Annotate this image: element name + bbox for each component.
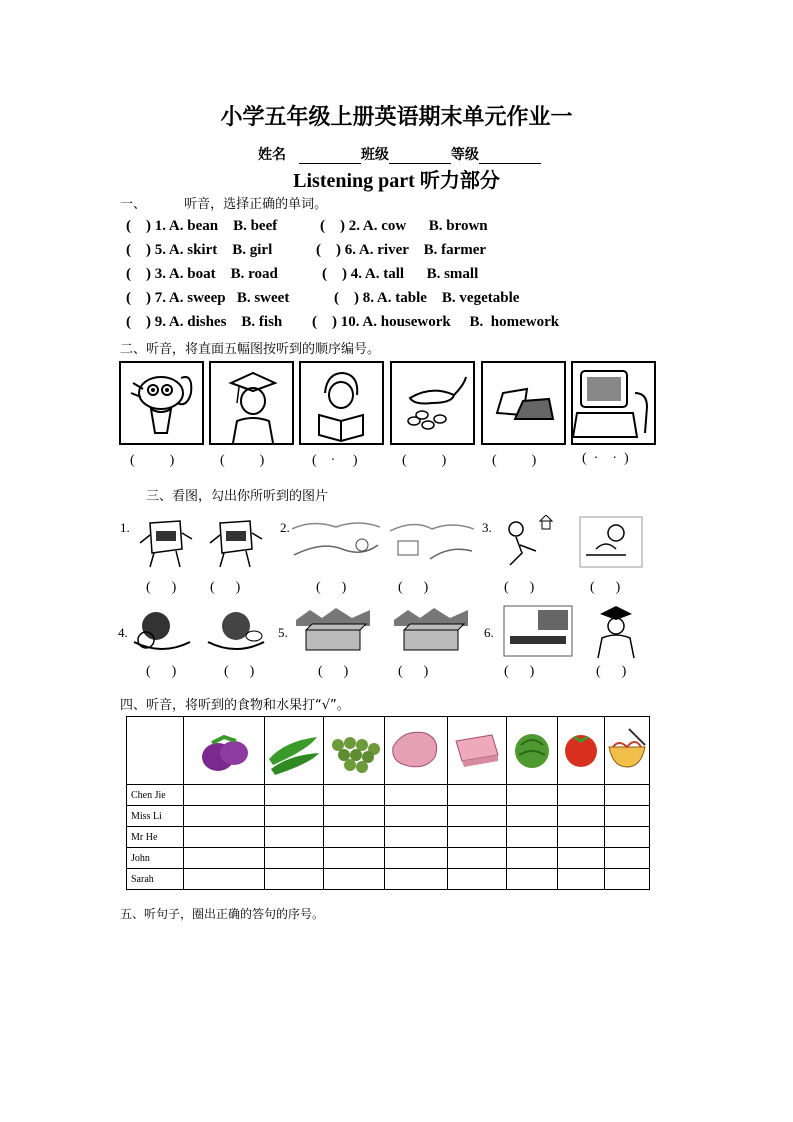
question-2: ( ) 2. A. cow B. brown [320, 218, 488, 234]
check-paren-4b[interactable]: ( ) [224, 664, 255, 679]
food-cell-eggplant [184, 717, 265, 785]
check-cell[interactable] [448, 869, 507, 890]
picture-village-scene [390, 515, 474, 565]
check-cell[interactable] [385, 848, 448, 869]
corner-cell [127, 717, 184, 785]
picture-box-mountain-a [296, 606, 370, 656]
food-cell-tomato [558, 717, 605, 785]
student-name-cell: Sarah [127, 869, 184, 890]
graduate-icon [588, 604, 644, 658]
check-cell[interactable] [385, 785, 448, 806]
answer-paren-b[interactable]: ( ) [220, 453, 265, 468]
picture-sweeping [496, 515, 566, 570]
section4-heading: 四、听音，将听到的食物和水果打“√”。 [120, 698, 350, 713]
check-cell[interactable] [265, 869, 324, 890]
item-num-3: 3. [482, 520, 492, 535]
check-cell[interactable] [184, 806, 265, 827]
noodles-icon [605, 719, 649, 779]
picture-cooking [576, 515, 646, 570]
check-cell[interactable] [184, 827, 265, 848]
check-cell[interactable] [324, 827, 385, 848]
check-paren-2a[interactable]: ( ) [316, 580, 347, 595]
beans-icon [392, 363, 473, 443]
check-cell[interactable] [558, 848, 605, 869]
check-cell[interactable] [385, 827, 448, 848]
check-cell[interactable] [507, 806, 558, 827]
check-cell[interactable] [507, 848, 558, 869]
check-cell[interactable] [558, 827, 605, 848]
answer-paren-c[interactable]: ( · ) [312, 453, 358, 468]
picture-tv-room [571, 361, 656, 445]
box-mountain-icon [394, 606, 468, 656]
bread-icon [483, 363, 564, 443]
check-cell[interactable] [507, 869, 558, 890]
check-paren-1b[interactable]: ( ) [210, 580, 241, 595]
check-cell[interactable] [265, 848, 324, 869]
item-num-6: 6. [484, 625, 494, 640]
picture-sunday [206, 515, 266, 570]
cabbage-icon [507, 719, 557, 779]
picture-box-mountain-b [394, 606, 468, 656]
food-cell-noodles [605, 717, 650, 785]
answer-paren-e[interactable]: ( ) [492, 453, 537, 468]
picture-graduate-student [209, 361, 294, 445]
question-4: ( ) 4. A. tall B. small [322, 266, 479, 282]
student-info [258, 144, 541, 164]
check-cell[interactable] [324, 806, 385, 827]
section1-heading [120, 193, 327, 212]
check-cell[interactable] [558, 806, 605, 827]
item-num-4: 4. [118, 625, 128, 640]
table-row [127, 827, 650, 848]
question-5: ( ) 5. A. skirt B. girl [126, 242, 273, 258]
grade-blank[interactable] [479, 149, 541, 164]
question-9: ( ) 9. A. dishes B. fish [126, 314, 283, 330]
check-cell[interactable] [605, 848, 650, 869]
student-name-cell: John [127, 848, 184, 869]
name-label: 姓名 [258, 147, 286, 163]
check-paren-2b[interactable]: ( ) [398, 580, 429, 595]
food-cell-beef [448, 717, 507, 785]
sweeping-icon [496, 515, 566, 570]
check-cell[interactable] [324, 848, 385, 869]
class-blank[interactable] [389, 149, 451, 164]
section2-heading: 二、听音，将直面五幅图按听到的顺序编号。 [120, 342, 381, 357]
office-desk-icon [502, 604, 574, 658]
boy-reading-icon [301, 363, 382, 443]
food-checklist-table [126, 716, 650, 890]
check-cell[interactable] [448, 827, 507, 848]
check-cell[interactable] [265, 806, 324, 827]
grade-label: 等级 [450, 147, 479, 163]
question-3: ( ) 3. A. boat B. road [126, 266, 278, 282]
food-cell-cabbage [507, 717, 558, 785]
question-6: ( ) 6. A. river B. farmer [316, 242, 487, 258]
food-cell-grapes [324, 717, 385, 785]
answer-paren-d[interactable]: ( ) [402, 453, 447, 468]
tv-room-icon [573, 363, 654, 443]
graduate-student-icon [211, 363, 292, 443]
question-10: ( ) 10. A. housework B. homework [312, 314, 560, 330]
check-cell[interactable] [448, 806, 507, 827]
river-scene-icon [292, 515, 380, 565]
check-cell[interactable] [184, 869, 265, 890]
page-title: 小学五年级上册英语期末单元作业一 [220, 105, 573, 130]
picture-beans [390, 361, 475, 445]
food-header-row [127, 717, 650, 785]
box-mountain-icon [296, 606, 370, 656]
cartoon-character-icon [121, 363, 202, 443]
check-cell[interactable] [605, 785, 650, 806]
vegetable-basket-icon [130, 606, 194, 656]
table-row [127, 785, 650, 806]
picture-graduate [588, 604, 644, 658]
food-cell-pork [385, 717, 448, 785]
check-cell[interactable] [605, 827, 650, 848]
eggplant-icon [184, 719, 264, 779]
question-1: ( ) 1. A. bean B. beef [126, 218, 278, 234]
table-row [127, 806, 650, 827]
item-num-5: 5. [278, 625, 288, 640]
table-row [127, 869, 650, 890]
picture-vegetable-basket-b [204, 606, 268, 656]
check-paren-5b[interactable]: ( ) [398, 664, 429, 679]
check-paren-6a[interactable]: ( ) [504, 664, 535, 679]
check-cell[interactable] [448, 848, 507, 869]
check-paren-6b[interactable]: ( ) [596, 664, 627, 679]
picture-bread [481, 361, 566, 445]
check-paren-5a[interactable]: ( ) [318, 664, 349, 679]
check-paren-3a[interactable]: ( ) [504, 580, 535, 595]
section3-heading: 三、看图，勾出你所听到的图片 [146, 489, 329, 504]
answer-paren-f[interactable]: ( · · ) [582, 451, 629, 466]
picture-vegetable-basket-a [130, 606, 194, 656]
pork-icon [385, 719, 447, 779]
question-8: ( ) 8. A. table B. vegetable [334, 290, 520, 306]
check-cell[interactable] [265, 785, 324, 806]
vegetable-basket-icon [204, 606, 268, 656]
check-paren-1a[interactable]: ( ) [146, 580, 177, 595]
green-beans-icon [265, 719, 323, 779]
check-cell[interactable] [184, 848, 265, 869]
calendar-sat-icon [136, 515, 196, 570]
food-cell-green-beans [265, 717, 324, 785]
grapes-icon [324, 719, 384, 779]
picture-saturday [136, 515, 196, 570]
picture-boy-reading-book [299, 361, 384, 445]
picture-cartoon-character [119, 361, 204, 445]
answer-paren-a[interactable]: ( ) [130, 453, 175, 468]
picture-office-desk [502, 604, 574, 658]
check-cell[interactable] [558, 785, 605, 806]
check-cell[interactable] [558, 869, 605, 890]
check-cell[interactable] [385, 869, 448, 890]
calendar-sun-icon [206, 515, 266, 570]
check-cell[interactable] [507, 785, 558, 806]
check-cell[interactable] [385, 806, 448, 827]
check-cell[interactable] [605, 806, 650, 827]
check-cell[interactable] [324, 785, 385, 806]
item-num-2: 2. [280, 520, 290, 535]
class-label: 班级 [360, 147, 389, 163]
section5-heading: 五、听句子，圈出正确的答句的序号。 [120, 907, 325, 921]
check-paren-4a[interactable]: ( ) [146, 664, 177, 679]
question-7: ( ) 7. A. sweep B. sweet [126, 290, 290, 306]
student-name-cell: Chen Jie [127, 785, 184, 806]
student-name-cell: Mr He [127, 827, 184, 848]
cooking-icon [576, 515, 646, 570]
check-cell[interactable] [265, 827, 324, 848]
check-paren-3b[interactable]: ( ) [590, 580, 621, 595]
name-blank[interactable] [299, 149, 361, 164]
table-row [127, 848, 650, 869]
check-cell[interactable] [507, 827, 558, 848]
check-cell[interactable] [605, 869, 650, 890]
picture-river-scene [292, 515, 380, 565]
item-num-1: 1. [120, 520, 130, 535]
beef-icon [448, 719, 506, 779]
tomato-icon [558, 719, 604, 779]
section1-heading-text: 听音，选择正确的单词。 [184, 197, 328, 212]
check-cell[interactable] [324, 869, 385, 890]
part-title: Listening part 听力部分 [293, 170, 500, 192]
village-scene-icon [390, 515, 474, 565]
check-cell[interactable] [448, 785, 507, 806]
check-cell[interactable] [184, 785, 265, 806]
student-name-cell: Miss Li [127, 806, 184, 827]
section1-heading-num: 一、 [120, 197, 147, 212]
